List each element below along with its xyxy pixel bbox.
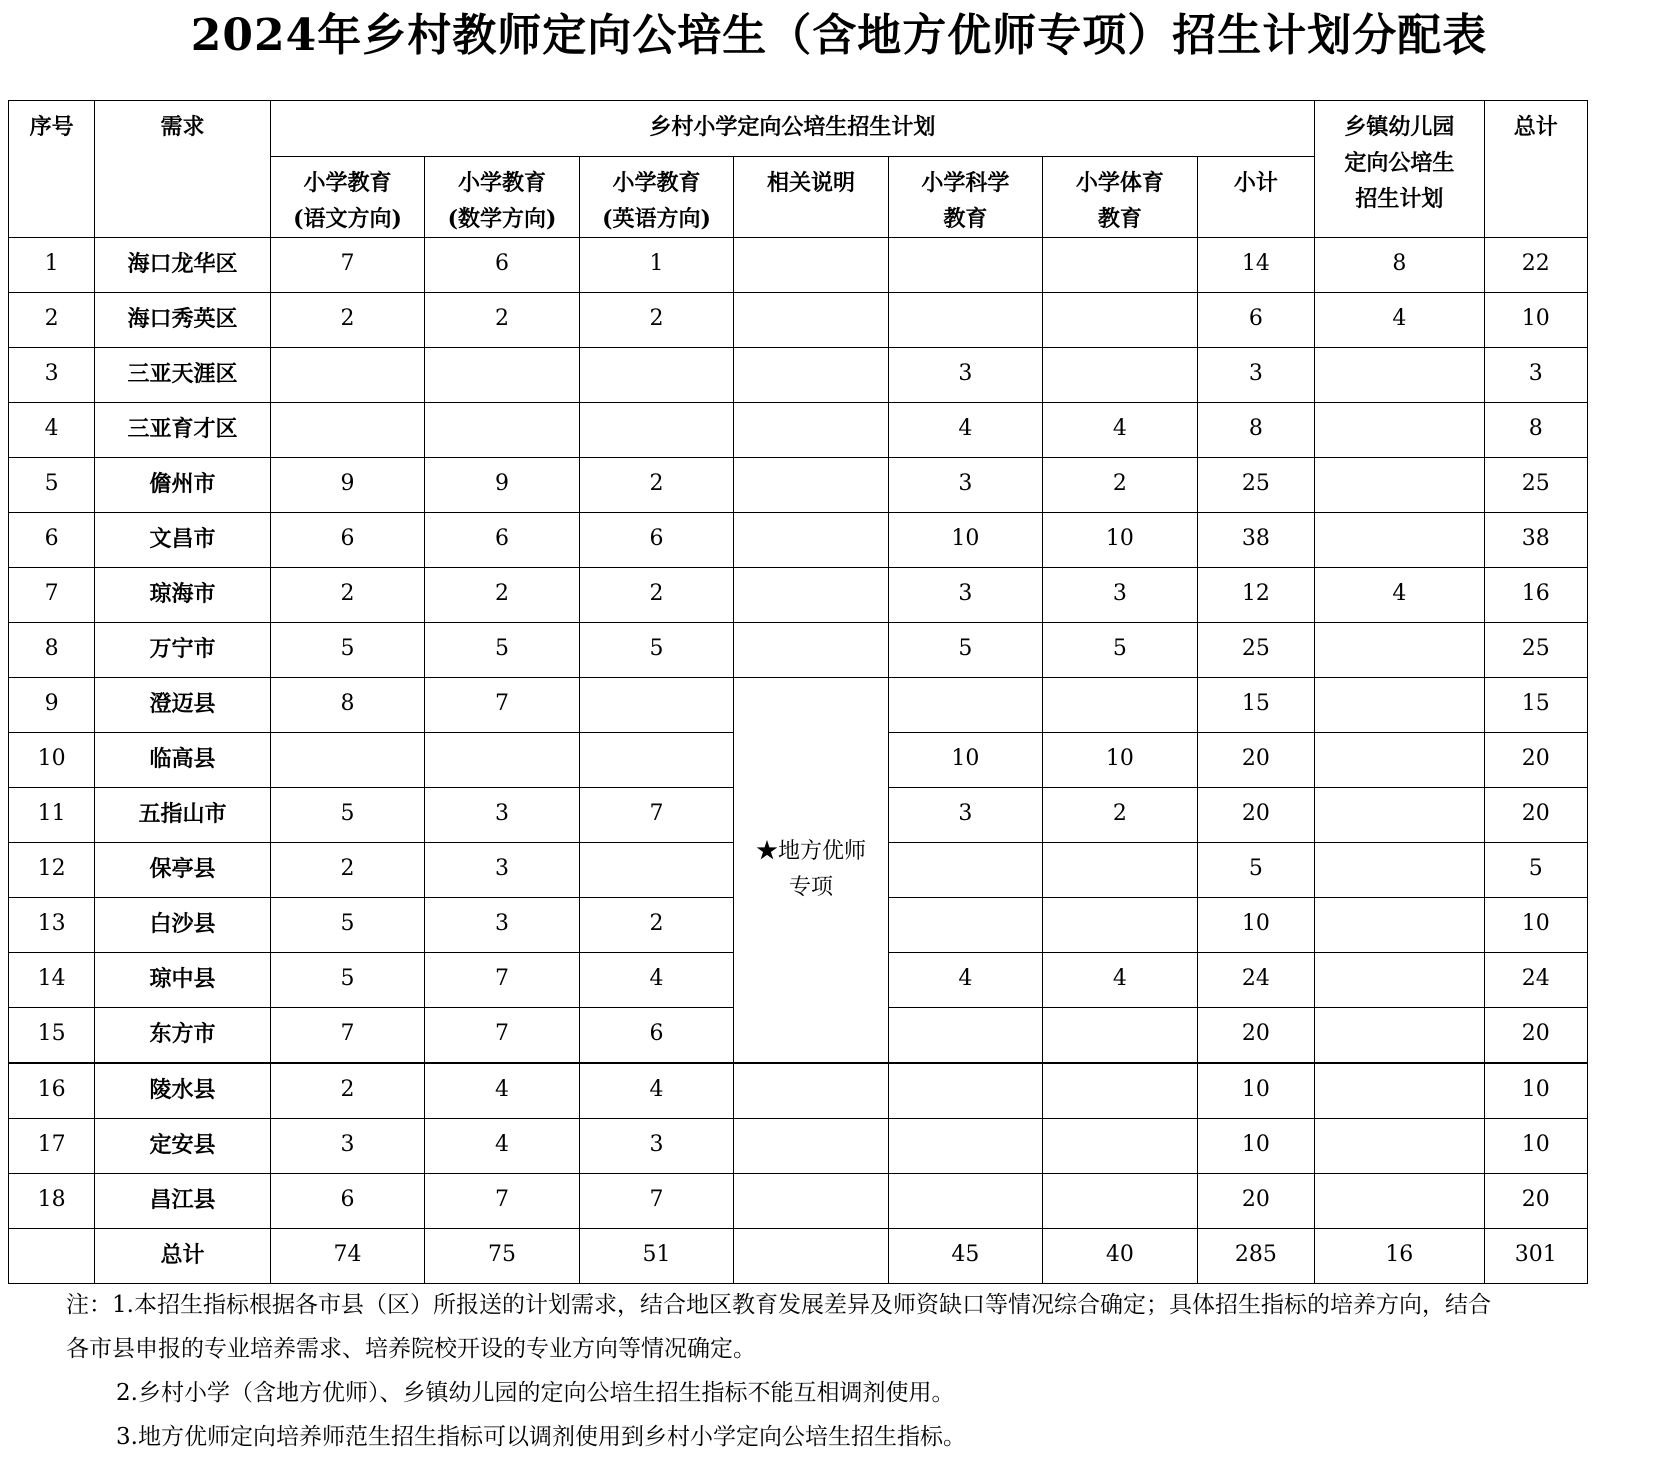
cell-math — [425, 733, 579, 788]
table-row — [9, 1119, 1588, 1174]
cell-total: 5 — [1484, 843, 1587, 898]
table-row — [9, 293, 1588, 348]
cell-science — [888, 1063, 1042, 1119]
cell-chinese: 2 — [270, 843, 424, 898]
cell-subtotal: 10 — [1197, 1119, 1314, 1174]
cell-kindergarten — [1315, 953, 1485, 1008]
cell-note — [734, 1119, 888, 1174]
cell-english: 2 — [579, 568, 733, 623]
cell-note — [734, 1174, 888, 1229]
header-total: 总计 — [1484, 101, 1587, 238]
cell-note — [734, 293, 888, 348]
cell-chinese: 6 — [270, 1174, 424, 1229]
table-row — [9, 678, 1588, 733]
cell-subtotal: 8 — [1197, 403, 1314, 458]
cell-science: 4 — [888, 953, 1042, 1008]
cell-kindergarten — [1315, 403, 1485, 458]
cell-pe — [1043, 293, 1197, 348]
table-row — [9, 1174, 1588, 1229]
cell-pe: 2 — [1043, 458, 1197, 513]
notes — [66, 1283, 1666, 1459]
cell-note — [734, 623, 888, 678]
cell-math: 4 — [425, 1063, 579, 1119]
totals-english: 51 — [579, 1229, 733, 1284]
cell-english: 2 — [579, 293, 733, 348]
cell-subtotal: 6 — [1197, 293, 1314, 348]
cell-seq: 6 — [9, 513, 95, 568]
cell-region: 白沙县 — [95, 898, 271, 953]
cell-subtotal: 5 — [1197, 843, 1314, 898]
table-row — [9, 568, 1588, 623]
cell-seq: 3 — [9, 348, 95, 403]
cell-seq: 7 — [9, 568, 95, 623]
cell-kindergarten — [1315, 733, 1485, 788]
cell-subtotal: 20 — [1197, 1008, 1314, 1064]
cell-kindergarten — [1315, 1119, 1485, 1174]
cell-kindergarten — [1315, 1174, 1485, 1229]
table-row — [9, 348, 1588, 403]
cell-kindergarten: 4 — [1315, 293, 1485, 348]
cell-region: 琼海市 — [95, 568, 271, 623]
cell-science — [888, 293, 1042, 348]
cell-english — [579, 403, 733, 458]
cell-seq: 15 — [9, 1008, 95, 1064]
cell-math: 2 — [425, 293, 579, 348]
cell-subtotal: 38 — [1197, 513, 1314, 568]
cell-pe: 4 — [1043, 953, 1197, 1008]
cell-chinese: 3 — [270, 1119, 424, 1174]
cell-region: 临高县 — [95, 733, 271, 788]
note-line-4: 3.地方优师定向培养师范生招生指标可以调剂使用到乡村小学定向公培生招生指标。 — [116, 1424, 966, 1450]
cell-science: 5 — [888, 623, 1042, 678]
cell-subtotal: 14 — [1197, 238, 1314, 293]
cell-pe: 10 — [1043, 733, 1197, 788]
cell-seq: 8 — [9, 623, 95, 678]
cell-total: 10 — [1484, 898, 1587, 953]
cell-english: 4 — [579, 1063, 733, 1119]
header-note: 相关说明 — [734, 157, 888, 238]
cell-english — [579, 678, 733, 733]
header-math: 小学教育 (数学方向) — [425, 157, 579, 238]
cell-subtotal: 12 — [1197, 568, 1314, 623]
totals-pe: 40 — [1043, 1229, 1197, 1284]
cell-region: 陵水县 — [95, 1063, 271, 1119]
cell-english: 2 — [579, 898, 733, 953]
cell-note — [734, 568, 888, 623]
note-line-1 — [66, 1283, 1666, 1327]
cell-english: 7 — [579, 788, 733, 843]
cell-chinese: 7 — [270, 1008, 424, 1064]
cell-chinese — [270, 733, 424, 788]
note-line-3: 2.乡村小学（含地方优师）、乡镇幼儿园的定向公培生招生指标不能互相调剂使用。 — [116, 1380, 955, 1406]
cell-region: 澄迈县 — [95, 678, 271, 733]
cell-science — [888, 238, 1042, 293]
cell-english: 4 — [579, 953, 733, 1008]
cell-subtotal: 10 — [1197, 898, 1314, 953]
cell-chinese: 8 — [270, 678, 424, 733]
cell-science — [888, 1008, 1042, 1064]
cell-total: 20 — [1484, 733, 1587, 788]
cell-english: 6 — [579, 1008, 733, 1064]
cell-math: 6 — [425, 238, 579, 293]
cell-kindergarten — [1315, 1008, 1485, 1064]
cell-pe — [1043, 898, 1197, 953]
header-row-1 — [9, 101, 1588, 157]
cell-pe: 5 — [1043, 623, 1197, 678]
cell-pe — [1043, 1008, 1197, 1064]
cell-math: 6 — [425, 513, 579, 568]
cell-english — [579, 348, 733, 403]
cell-english: 3 — [579, 1119, 733, 1174]
cell-seq: 10 — [9, 733, 95, 788]
cell-seq: 4 — [9, 403, 95, 458]
cell-kindergarten — [1315, 678, 1485, 733]
cell-science — [888, 898, 1042, 953]
cell-seq: 1 — [9, 238, 95, 293]
cell-note — [734, 513, 888, 568]
cell-science: 4 — [888, 403, 1042, 458]
cell-seq: 13 — [9, 898, 95, 953]
totals-science: 45 — [888, 1229, 1042, 1284]
cell-science: 3 — [888, 568, 1042, 623]
cell-subtotal: 10 — [1197, 1063, 1314, 1119]
cell-subtotal: 20 — [1197, 733, 1314, 788]
cell-subtotal: 24 — [1197, 953, 1314, 1008]
cell-total: 38 — [1484, 513, 1587, 568]
cell-total: 10 — [1484, 1063, 1587, 1119]
table-row — [9, 623, 1588, 678]
cell-chinese: 5 — [270, 623, 424, 678]
cell-pe: 3 — [1043, 568, 1197, 623]
cell-science — [888, 843, 1042, 898]
cell-note — [734, 403, 888, 458]
cell-pe: 2 — [1043, 788, 1197, 843]
cell-kindergarten — [1315, 623, 1485, 678]
cell-math — [425, 403, 579, 458]
cell-total: 24 — [1484, 953, 1587, 1008]
cell-chinese: 5 — [270, 788, 424, 843]
cell-math: 7 — [425, 1174, 579, 1229]
cell-chinese: 9 — [270, 458, 424, 513]
cell-region: 保亭县 — [95, 843, 271, 898]
cell-note — [734, 458, 888, 513]
header-science: 小学科学 教育 — [888, 157, 1042, 238]
cell-kindergarten — [1315, 458, 1485, 513]
cell-science: 3 — [888, 458, 1042, 513]
cell-english — [579, 843, 733, 898]
cell-region: 海口龙华区 — [95, 238, 271, 293]
cell-english — [579, 733, 733, 788]
cell-kindergarten — [1315, 843, 1485, 898]
cell-region: 三亚天涯区 — [95, 348, 271, 403]
cell-chinese: 2 — [270, 568, 424, 623]
cell-pe — [1043, 843, 1197, 898]
cell-chinese: 7 — [270, 238, 424, 293]
cell-pe: 4 — [1043, 403, 1197, 458]
cell-science: 10 — [888, 733, 1042, 788]
cell-subtotal: 20 — [1197, 1174, 1314, 1229]
cell-region: 万宁市 — [95, 623, 271, 678]
cell-total: 3 — [1484, 348, 1587, 403]
cell-chinese: 6 — [270, 513, 424, 568]
cell-science — [888, 678, 1042, 733]
cell-math: 4 — [425, 1119, 579, 1174]
cell-math: 2 — [425, 568, 579, 623]
cell-math: 5 — [425, 623, 579, 678]
cell-english: 7 — [579, 1174, 733, 1229]
cell-english: 6 — [579, 513, 733, 568]
cell-math: 3 — [425, 843, 579, 898]
cell-pe — [1043, 1174, 1197, 1229]
cell-region: 东方市 — [95, 1008, 271, 1064]
cell-seq: 17 — [9, 1119, 95, 1174]
cell-total: 20 — [1484, 788, 1587, 843]
note-line-2: 各市县申报的专业培养需求、培养院校开设的专业方向等情况确定。 — [66, 1336, 756, 1362]
cell-total: 25 — [1484, 458, 1587, 513]
cell-science: 3 — [888, 348, 1042, 403]
totals-subtotal: 285 — [1197, 1229, 1314, 1284]
cell-subtotal: 20 — [1197, 788, 1314, 843]
cell-pe — [1043, 348, 1197, 403]
cell-kindergarten: 8 — [1315, 238, 1485, 293]
totals-kindergarten: 16 — [1315, 1229, 1485, 1284]
cell-math: 7 — [425, 953, 579, 1008]
cell-region: 文昌市 — [95, 513, 271, 568]
totals-label: 总计 — [95, 1229, 271, 1284]
cell-chinese — [270, 348, 424, 403]
cell-region: 昌江县 — [95, 1174, 271, 1229]
cell-english: 5 — [579, 623, 733, 678]
header-demand: 需求 — [95, 101, 271, 238]
cell-seq: 9 — [9, 678, 95, 733]
cell-seq: 12 — [9, 843, 95, 898]
cell-pe: 10 — [1043, 513, 1197, 568]
table-row — [9, 403, 1588, 458]
cell-kindergarten — [1315, 898, 1485, 953]
cell-math: 7 — [425, 1008, 579, 1064]
cell-science: 10 — [888, 513, 1042, 568]
cell-total: 22 — [1484, 238, 1587, 293]
header-english: 小学教育 (英语方向) — [579, 157, 733, 238]
cell-science: 3 — [888, 788, 1042, 843]
cell-total: 8 — [1484, 403, 1587, 458]
table-row — [9, 238, 1588, 293]
cell-kindergarten: 4 — [1315, 568, 1485, 623]
cell-pe — [1043, 678, 1197, 733]
cell-region: 五指山市 — [95, 788, 271, 843]
cell-subtotal: 25 — [1197, 623, 1314, 678]
cell-total: 16 — [1484, 568, 1587, 623]
cell-math — [425, 348, 579, 403]
cell-seq: 2 — [9, 293, 95, 348]
cell-math: 7 — [425, 678, 579, 733]
cell-kindergarten — [1315, 348, 1485, 403]
cell-seq-empty — [9, 1229, 95, 1284]
cell-region: 琼中县 — [95, 953, 271, 1008]
header-primary-plan: 乡村小学定向公培生招生计划 — [270, 101, 1314, 157]
table-row — [9, 458, 1588, 513]
table-body — [9, 238, 1588, 1284]
cell-subtotal: 15 — [1197, 678, 1314, 733]
cell-chinese: 5 — [270, 953, 424, 1008]
table-row — [9, 1063, 1588, 1119]
cell-seq: 14 — [9, 953, 95, 1008]
cell-seq: 5 — [9, 458, 95, 513]
cell-subtotal: 25 — [1197, 458, 1314, 513]
header-seq: 序号 — [9, 101, 95, 238]
cell-region: 儋州市 — [95, 458, 271, 513]
table-row — [9, 513, 1588, 568]
cell-kindergarten — [1315, 513, 1485, 568]
cell-total: 20 — [1484, 1008, 1587, 1064]
totals-total: 301 — [1484, 1229, 1587, 1284]
cell-note — [734, 1063, 888, 1119]
cell-total: 10 — [1484, 1119, 1587, 1174]
cell-note — [734, 348, 888, 403]
cell-total: 20 — [1484, 1174, 1587, 1229]
cell-subtotal: 3 — [1197, 348, 1314, 403]
totals-note — [734, 1229, 888, 1284]
cell-seq: 18 — [9, 1174, 95, 1229]
cell-chinese: 5 — [270, 898, 424, 953]
cell-science — [888, 1174, 1042, 1229]
cell-english: 1 — [579, 238, 733, 293]
cell-math: 3 — [425, 898, 579, 953]
cell-region: 三亚育才区 — [95, 403, 271, 458]
note-text-1: 注：1.本招生指标根据各市县（区）所报送的计划需求，结合地区教育发展差异及师资缺口等情况综合确定；具体招生指标的培养方向，结合 — [66, 1292, 1491, 1318]
cell-math: 3 — [425, 788, 579, 843]
cell-chinese: 2 — [270, 1063, 424, 1119]
cell-chinese: 2 — [270, 293, 424, 348]
cell-pe — [1043, 1119, 1197, 1174]
allocation-table — [8, 100, 1588, 1284]
cell-special-note: ★地方优师 专项 — [734, 678, 888, 1064]
cell-kindergarten — [1315, 788, 1485, 843]
cell-note — [734, 238, 888, 293]
cell-kindergarten — [1315, 1063, 1485, 1119]
totals-chinese: 74 — [270, 1229, 424, 1284]
header-pe: 小学体育 教育 — [1043, 157, 1197, 238]
totals-math: 75 — [425, 1229, 579, 1284]
cell-english: 2 — [579, 458, 733, 513]
cell-science — [888, 1119, 1042, 1174]
cell-total: 25 — [1484, 623, 1587, 678]
cell-pe — [1043, 238, 1197, 293]
totals-row — [9, 1229, 1588, 1284]
header-subtotal: 小计 — [1197, 157, 1314, 238]
header-chinese: 小学教育 (语文方向) — [270, 157, 424, 238]
cell-chinese — [270, 403, 424, 458]
header-kindergarten: 乡镇幼儿园 定向公培生 招生计划 — [1315, 101, 1485, 238]
cell-seq: 11 — [9, 788, 95, 843]
cell-math: 9 — [425, 458, 579, 513]
cell-pe — [1043, 1063, 1197, 1119]
page-title: 2024年乡村教师定向公培生（含地方优师专项）招生计划分配表 — [190, 10, 1488, 61]
cell-total: 10 — [1484, 293, 1587, 348]
cell-total: 15 — [1484, 678, 1587, 733]
cell-region: 定安县 — [95, 1119, 271, 1174]
cell-seq: 16 — [9, 1063, 95, 1119]
cell-region: 海口秀英区 — [95, 293, 271, 348]
